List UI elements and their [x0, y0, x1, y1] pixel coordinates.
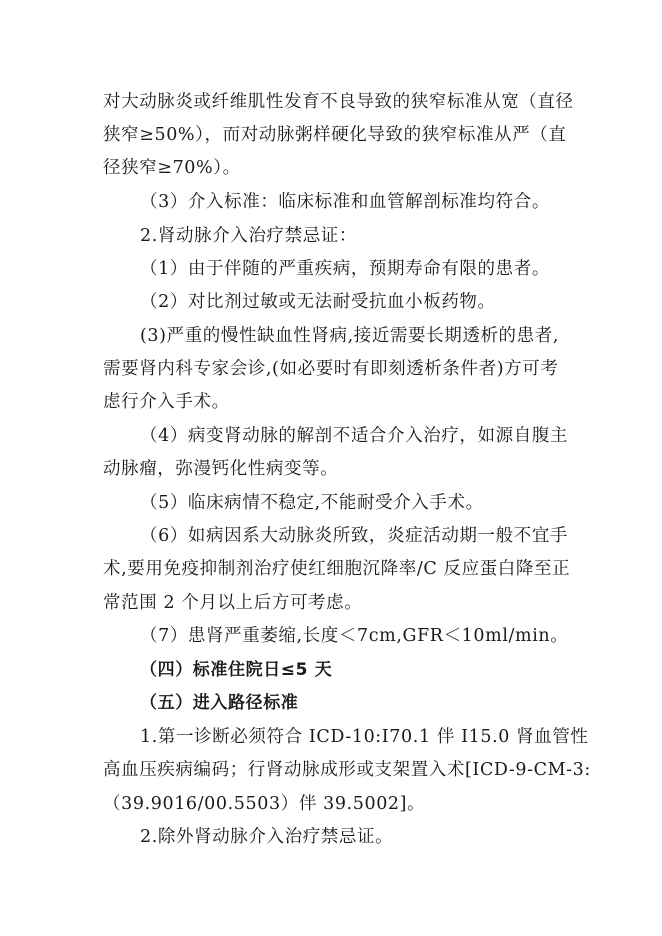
section-heading-entry-criteria: （五）进入路径标准 [140, 693, 299, 713]
text-line-9: 需要肾内科专家会诊,(如必要时有即刻透析条件者)方可考 [103, 359, 559, 379]
text-line-4: （3）介入标准：临床标准和血管解剖标准均符合。 [140, 192, 550, 212]
text-line-7: （2）对比剂过敏或无法耐受抗血小板药物。 [140, 292, 496, 312]
text-line-17: （7）患肾严重萎缩,长度＜7cm,GFR＜10ml/min。 [140, 626, 569, 646]
text-line-21: 高血压疾病编码；行肾动脉成形或支架置入术[ICD-9-CM-3: [103, 760, 591, 780]
text-line-2: 狭窄≥50%），而对动脉粥样硬化导致的狭窄标准从严（直 [103, 125, 567, 145]
text-line-23: 2.除外肾动脉介入治疗禁忌证。 [140, 827, 394, 847]
section-heading-length-of-stay: （四）标准住院日≤5 天 [140, 660, 333, 680]
text-line-8: (3)严重的慢性缺血性肾病,接近需要长期透析的患者, [140, 326, 560, 346]
text-line-3: 径狭窄≥70%）。 [103, 158, 241, 178]
text-line-10: 虑行介入手术。 [103, 392, 230, 412]
text-line-14: （6）如病因系大动脉炎所致，炎症活动期一般不宜手 [140, 526, 569, 546]
text-line-15: 术,要用免疫抑制剂治疗使红细胞沉降率/C 反应蛋白降至正 [103, 559, 571, 579]
text-line-1: 对大动脉炎或纤维肌性发育不良导致的狭窄标准从宽（直径 [103, 92, 574, 112]
text-line-22: （39.9016/00.5503）伴 39.5002]。 [103, 794, 426, 814]
text-line-13: （5）临床病情不稳定,不能耐受介入手术。 [140, 493, 484, 513]
text-line-6: （1）由于伴随的严重疾病，预期寿命有限的患者。 [140, 259, 550, 279]
text-line-16: 常范围 2 个月以上后方可考虑。 [103, 593, 363, 613]
text-line-20: 1.第一诊断必须符合 ICD-10:I70.1 伴 I15.0 肾血管性 [140, 727, 589, 747]
text-line-12: 动脉瘤，弥漫钙化性病变等。 [103, 459, 339, 479]
section-heading-contraindications: 2.肾动脉介入治疗禁忌证： [140, 226, 357, 246]
text-line-11: （4）病变肾动脉的解剖不适合介入治疗，如源自腹主 [140, 426, 569, 446]
